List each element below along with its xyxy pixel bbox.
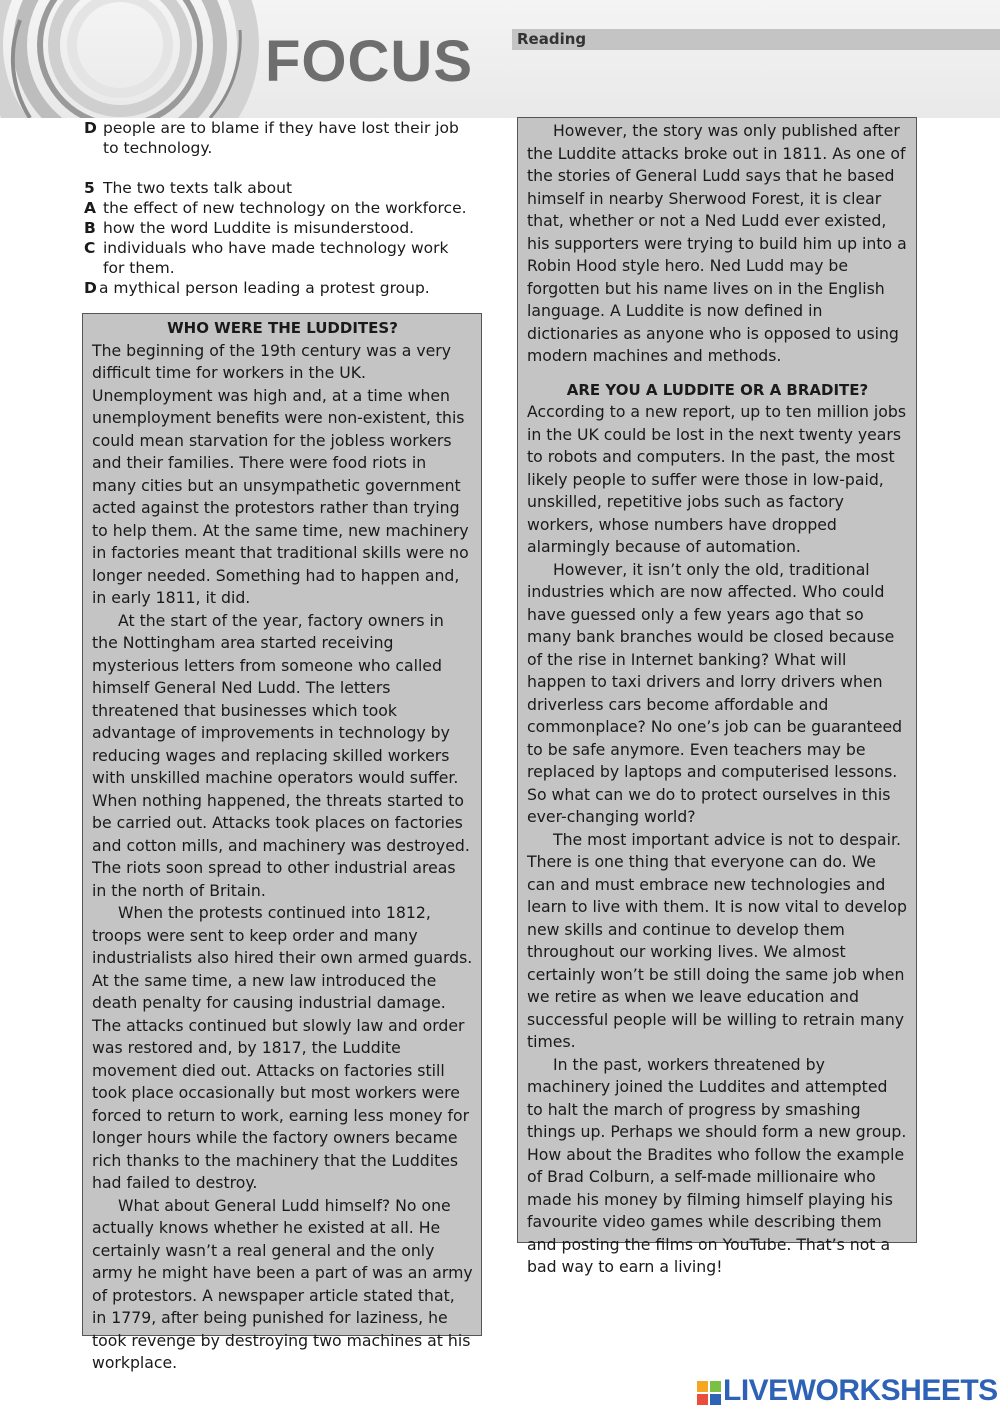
- text-box-luddites: [82, 313, 482, 1372]
- text-1-paragraph: The beginning of the 19th century was a very difficult time for workers in the UK. Unemployment was high and, at a time when unemployment benefits were non-existent, this could mean starvation for the jobless workers and their families. There were food riots in many cities but an unsympathetic government acted against the protestors rather than trying to help them. At the same time, new machinery in factories meant that traditional skills were no longer needed. Something had to happen and, in early 1811, it did.: [92, 340, 469, 607]
- focus-logo-graphic: [0, 0, 260, 118]
- text-2-paragraph: However, it isn’t only the old, traditional industries which are now affected. Who could have guessed only a few years ago that so many bank branches would be closed because of the rise in Internet banking? What will happen to taxi drivers and lorry drivers when driverless cars become affordable and commonplace? No one’s job can be guaranteed to be safe anymore. Even teachers may be replaced by laptops and computerised lessons. So what can we do to protect ourselves in this ever-changing world?: [527, 559, 903, 826]
- liveworksheets-brand: LIVEWORKSHEETS: [723, 1374, 998, 1407]
- question-5-option-a: A the effect of new technology on the workforce.: [84, 199, 467, 217]
- question-5-option-d: D a mythical person leading a protest group.: [84, 279, 430, 297]
- text-box-bradites: [517, 117, 917, 1276]
- text-2-paragraph: According to a new report, up to ten million jobs in the UK could be lost in the next twenty years to robots and computers. In the past, the most likely people to suffer were those in low-paid, unskilled, repetitive jobs such as factory workers, whose numbers have dropped alarmingly because of automation.: [527, 402, 906, 556]
- page-title: FOCUS: [265, 29, 473, 94]
- text-2-paragraph: The most important advice is not to despair. There is one thing that everyone can do. We can and must embrace new technologies and learn to live with them. It is now vital to develop new skills and continue to develop them throughout our working lives. We almost certainly won’t be still doing the same job when we retire as when we leave education and successful people will be willing to retrain many times.: [527, 829, 907, 1051]
- text-2-title: ARE YOU A LUDDITE OR A BRADITE?: [566, 380, 869, 399]
- text-2-paragraph: In the past, workers threatened by machinery joined the Luddites and attempted to halt the march of progress by smashing things up. Perhaps we should form a new group. How about the Bradites who follow the example of Brad Colburn, a self-made millionaire who made his money by filming himself playing his favourite video games while describing them and posting the films on YouTube. That’s not a bad way to earn a living!: [527, 1054, 907, 1276]
- page-header: [0, 0, 1000, 118]
- text-1-title: WHO WERE THE LUDDITES?: [167, 319, 398, 337]
- section-bar: [512, 29, 1000, 50]
- question-5-option-c: C individuals who have made technology work for them.: [84, 239, 449, 277]
- question-5-option-b: B how the word Luddite is misunderstood.: [84, 219, 415, 237]
- text-1-paragraph: What about General Ludd himself? No one actually knows whether he existed at all. He certainly wasn’t a real general and the only army he might have been a part of was an army of protestors. A newspaper article stated that, in 1779, after being punished for laziness, he took revenge by destroying two machines at his workplace.: [92, 1195, 473, 1372]
- section-label: Reading: [517, 30, 587, 48]
- text-1-paragraph: At the start of the year, factory owners in the Nottingham area started receiving mysterious letters from someone who called himself General Ned Ludd. The letters threatened that businesses which took advantage of improvements in technology by reducing wages and replacing skilled workers with unskilled machine operators would suffer. When nothing happened, the threats started to be carried out. Attacks took places on factories and cotton mills, and machinery was destroyed. The riots soon spread to other industrial areas in the north of Britain.: [92, 610, 470, 900]
- question-5-stem: 5 The two texts talk about: [84, 179, 293, 197]
- text-1-paragraph: When the protests continued into 1812, troops were sent to keep order and many industrialists also hired their own armed guards. At the same time, a new law introduced the death penalty for causing industrial damage. The attacks continued but slowly law and order was restored and, by 1817, the Luddite movement died out. Attacks on factories still took place occasionally but most workers were forced to return to work, earning less money for longer hours while the factory owners became rich thanks to the machinery that the Luddites had failed to destroy.: [92, 903, 473, 1192]
- question-4-option-d: D people are to blame if they have lost their job to technology.: [84, 119, 459, 157]
- liveworksheets-logo-icon: [697, 1381, 721, 1405]
- text-1-continuation: However, the story was only published after the Luddite attacks broke out in 1811. As one of the stories of General Ludd says that he based himself in nearby Sherwood Forest, it is clear that, whether or not a Ned Ludd ever existed, his supporters were trying to build him up into a Robin Hood style hero. Ned Ludd may be forgotten but his name lives on in the English language. A Luddite is now defined in dictionaries as anyone who is opposed to using modern machines and methods.: [527, 121, 907, 365]
